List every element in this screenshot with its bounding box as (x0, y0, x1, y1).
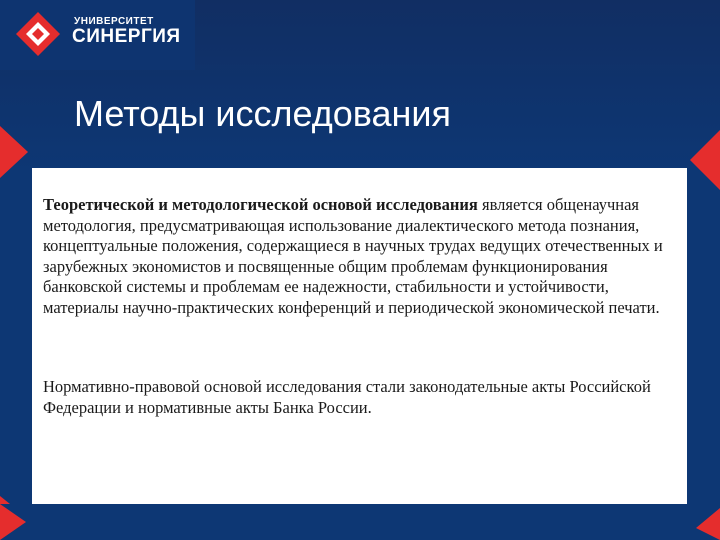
content-area (32, 168, 687, 504)
slide-title: Методы исследования (74, 93, 452, 134)
paragraph-body: является общенаучная методология, предусматривающая использование диалектического метода познания, концептуальные положения, содержащиеся в научных трудах ведущих отечественных и зарубежных экономистов и посвященные общим проблемам функционирования банковской системы и проблемам ее надежности, стабильности и устойчивости, материалы научно-практических конференций и периодической экономической печати. (43, 195, 663, 317)
logo-line2: СИНЕРГИЯ (72, 26, 181, 47)
logo-box (0, 0, 195, 70)
paragraph-normative: Нормативно-правовой основой исследования стали законодательные акты Российской Федерации и нормативные акты Банка России. (43, 377, 651, 417)
paragraph-theoretical (43, 195, 679, 318)
logo-line1: УНИВЕРСИТЕТ (74, 16, 154, 27)
paragraph-bold-lead: Теоретической и методологической основой исследования (43, 195, 478, 214)
synergy-diamond-logo-icon (14, 10, 62, 58)
footer-band (0, 504, 720, 540)
